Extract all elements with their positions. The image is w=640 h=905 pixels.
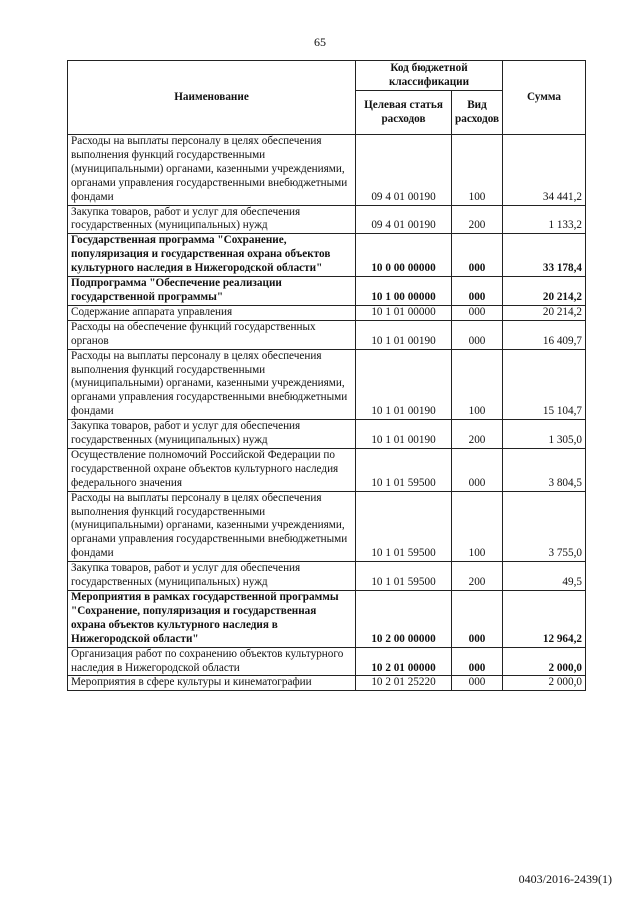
table-row	[68, 205, 586, 234]
row-sum: 1 133,2	[503, 205, 586, 234]
row-sum: 20 214,2	[503, 305, 586, 320]
row-expense-kind: 000	[452, 591, 503, 648]
row-target-code: 10 1 01 59500	[356, 562, 452, 591]
table-row	[68, 277, 586, 306]
row-target-code: 10 2 00 00000	[356, 591, 452, 648]
row-sum: 2 000,0	[503, 647, 586, 676]
table-row	[68, 320, 586, 349]
row-target-code: 10 1 00 00000	[356, 277, 452, 306]
row-expense-kind: 100	[452, 349, 503, 420]
row-target-code: 10 2 01 00000	[356, 647, 452, 676]
row-name: Расходы на выплаты персоналу в целях обеспечения выполнения функций государственными (муниципальными) органами, казенными учреждениями, органами управления государственными внебюджетными фондами	[68, 349, 356, 420]
row-target-code: 10 2 01 25220	[356, 676, 452, 691]
table-row	[68, 305, 586, 320]
row-target-code: 10 1 01 59500	[356, 448, 452, 491]
table-row	[68, 562, 586, 591]
header-target: Целевая статья расходов	[356, 91, 452, 135]
row-target-code: 10 1 01 00190	[356, 349, 452, 420]
row-target-code: 10 1 01 59500	[356, 491, 452, 562]
row-target-code: 10 1 01 00000	[356, 305, 452, 320]
row-sum: 1 305,0	[503, 420, 586, 449]
row-name: Осуществление полномочий Российской Федерации по государственной охране объектов культурного наследия федерального значения	[68, 448, 356, 491]
row-sum: 15 104,7	[503, 349, 586, 420]
table-row	[68, 448, 586, 491]
row-expense-kind: 200	[452, 205, 503, 234]
row-expense-kind: 200	[452, 420, 503, 449]
row-expense-kind: 000	[452, 320, 503, 349]
row-sum: 3 755,0	[503, 491, 586, 562]
row-expense-kind: 200	[452, 562, 503, 591]
header-name: Наименование	[68, 61, 356, 135]
table-row	[68, 234, 586, 277]
table-row	[68, 647, 586, 676]
row-name: Государственная программа "Сохранение, популяризация и государственная охрана объектов культурного наследия в Нижегородской области"	[68, 234, 356, 277]
row-name: Мероприятия в рамках государственной программы "Сохранение, популяризация и государственная охрана объектов культурного наследия в Нижегородской области"	[68, 591, 356, 648]
row-expense-kind: 000	[452, 234, 503, 277]
row-sum: 34 441,2	[503, 135, 586, 206]
row-expense-kind: 000	[452, 305, 503, 320]
budget-table	[67, 60, 586, 691]
row-target-code: 10 1 01 00190	[356, 420, 452, 449]
row-sum: 49,5	[503, 562, 586, 591]
row-name: Подпрограмма "Обеспечение реализации государственной программы"	[68, 277, 356, 306]
row-name: Организация работ по сохранению объектов культурного наследия в Нижегородской области	[68, 647, 356, 676]
header-kind: Вид расходов	[452, 91, 503, 135]
row-name: Закупка товаров, работ и услуг для обеспечения государственных (муниципальных) нужд	[68, 205, 356, 234]
row-sum: 3 804,5	[503, 448, 586, 491]
row-target-code: 10 0 00 00000	[356, 234, 452, 277]
row-sum: 2 000,0	[503, 676, 586, 691]
page-number: 65	[314, 35, 326, 49]
table-row	[68, 591, 586, 648]
row-expense-kind: 000	[452, 277, 503, 306]
row-name: Расходы на обеспечение функций государственных органов	[68, 320, 356, 349]
table-row	[68, 676, 586, 691]
row-expense-kind: 000	[452, 676, 503, 691]
header-budget-class: Код бюджетной классификации	[356, 61, 503, 91]
row-expense-kind: 100	[452, 491, 503, 562]
row-expense-kind: 100	[452, 135, 503, 206]
document-code: 0403/2016-2439(1)	[518, 872, 612, 886]
table-row	[68, 349, 586, 420]
table-row	[68, 135, 586, 206]
header-sum: Сумма	[503, 61, 586, 135]
row-name: Содержание аппарата управления	[68, 305, 356, 320]
row-sum: 33 178,4	[503, 234, 586, 277]
row-sum: 20 214,2	[503, 277, 586, 306]
table-row	[68, 491, 586, 562]
row-name: Закупка товаров, работ и услуг для обеспечения государственных (муниципальных) нужд	[68, 562, 356, 591]
table-body	[68, 135, 586, 691]
row-name: Расходы на выплаты персоналу в целях обеспечения выполнения функций государственными (муниципальными) органами, казенными учреждениями, органами управления государственными внебюджетными фондами	[68, 491, 356, 562]
row-sum: 12 964,2	[503, 591, 586, 648]
row-expense-kind: 000	[452, 647, 503, 676]
row-name: Расходы на выплаты персоналу в целях обеспечения выполнения функций государственными (муниципальными) органами, казенными учреждениями, органами управления государственными внебюджетными фондами	[68, 135, 356, 206]
row-name: Закупка товаров, работ и услуг для обеспечения государственных (муниципальных) нужд	[68, 420, 356, 449]
row-expense-kind: 000	[452, 448, 503, 491]
row-target-code: 09 4 01 00190	[356, 205, 452, 234]
row-target-code: 09 4 01 00190	[356, 135, 452, 206]
row-name: Мероприятия в сфере культуры и кинематографии	[68, 676, 356, 691]
row-target-code: 10 1 01 00190	[356, 320, 452, 349]
row-sum: 16 409,7	[503, 320, 586, 349]
table-row	[68, 420, 586, 449]
